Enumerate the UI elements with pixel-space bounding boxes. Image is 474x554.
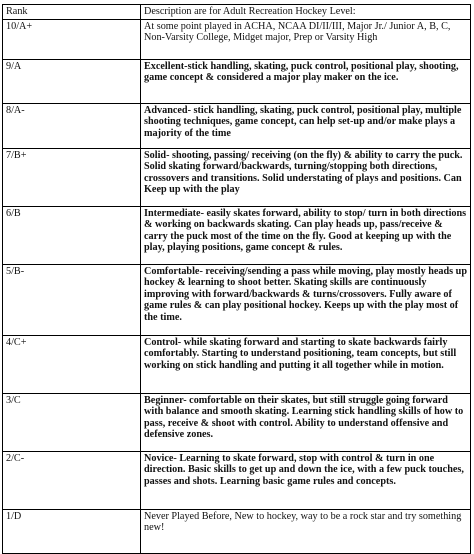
description-cell: Advanced- stick handling, skating, puck control, positional play, multiple shooting techniques, game concept, can help set-up and/or make plays a majority of the time bbox=[141, 103, 471, 148]
description-cell: Novice- Learning to skate forward, stop with control & turn in one direction. Basic skills to get up and down the ice, with a few puck touches, passes and shots. Learning basic game rules and concepts. bbox=[141, 451, 471, 509]
table-row bbox=[3, 451, 471, 509]
header-row bbox=[3, 5, 471, 20]
rank-cell: 5/B- bbox=[3, 264, 141, 335]
description-cell: Solid- shooting, passing/ receiving (on the fly) & ability to carry the puck. Solid skating forward/backwards, turning/stopping both directions, crossovers and transitions. Solid understating of plays and positions. Can Keep up with the play bbox=[141, 148, 471, 206]
description-cell: Intermediate- easily skates forward, ability to stop/ turn in both directions & working on backwards skating. Can play heads up, pass/receive & carry the puck most of the time on the fly. Good at keeping up with the play, playing positions, game concept & rules. bbox=[141, 206, 471, 264]
table-row bbox=[3, 103, 471, 148]
table-row bbox=[3, 264, 471, 335]
rank-table bbox=[2, 4, 471, 554]
table-header bbox=[3, 5, 471, 20]
rank-cell: 6/B bbox=[3, 206, 141, 264]
table-row bbox=[3, 335, 471, 393]
description-cell: Control- while skating forward and starting to skate backwards fairly comfortably. Starting to understand positioning, team concepts, but still working on stick handling and putting it all together while in motion. bbox=[141, 335, 471, 393]
description-cell: Beginner- comfortable on their skates, but still struggle going forward with balance and smooth skating. Learning stick handling skills of how to pass, receive & shoot with control. Ability to understand offensive and defensive zones. bbox=[141, 393, 471, 451]
rank-cell: 9/A bbox=[3, 59, 141, 103]
rank-cell: 8/A- bbox=[3, 103, 141, 148]
rank-cell: 1/D bbox=[3, 509, 141, 553]
rank-cell: 10/A+ bbox=[3, 19, 141, 59]
table-row bbox=[3, 509, 471, 553]
rank-cell: 4/C+ bbox=[3, 335, 141, 393]
table-body bbox=[3, 19, 471, 553]
description-cell: Comfortable- receiving/sending a pass while moving, play mostly heads up hockey & learning to shoot better. Skating skills are continuously improving with forward/backwards & turns/crossovers. Fully aware of game rules & can play positional hockey. Keeps up with the play most of the time. bbox=[141, 264, 471, 335]
table-row bbox=[3, 59, 471, 103]
header-description: Description are for Adult Recreation Hockey Level: bbox=[141, 5, 471, 20]
header-rank: Rank bbox=[3, 5, 141, 20]
description-cell: Never Played Before, New to hockey, way to be a rock star and try something new! bbox=[141, 509, 471, 553]
description-cell: At some point played in ACHA, NCAA DI/II/III, Major Jr./ Junior A, B, C, Non-Varsity College, Midget major, Prep or Varsity High bbox=[141, 19, 471, 59]
table-row bbox=[3, 19, 471, 59]
description-cell: Excellent-stick handling, skating, puck control, positional play, shooting, game concept & considered a major play maker on the ice. bbox=[141, 59, 471, 103]
rank-cell: 2/C- bbox=[3, 451, 141, 509]
rank-cell: 7/B+ bbox=[3, 148, 141, 206]
table-row bbox=[3, 148, 471, 206]
table-row bbox=[3, 393, 471, 451]
table-row bbox=[3, 206, 471, 264]
rank-cell: 3/C bbox=[3, 393, 141, 451]
